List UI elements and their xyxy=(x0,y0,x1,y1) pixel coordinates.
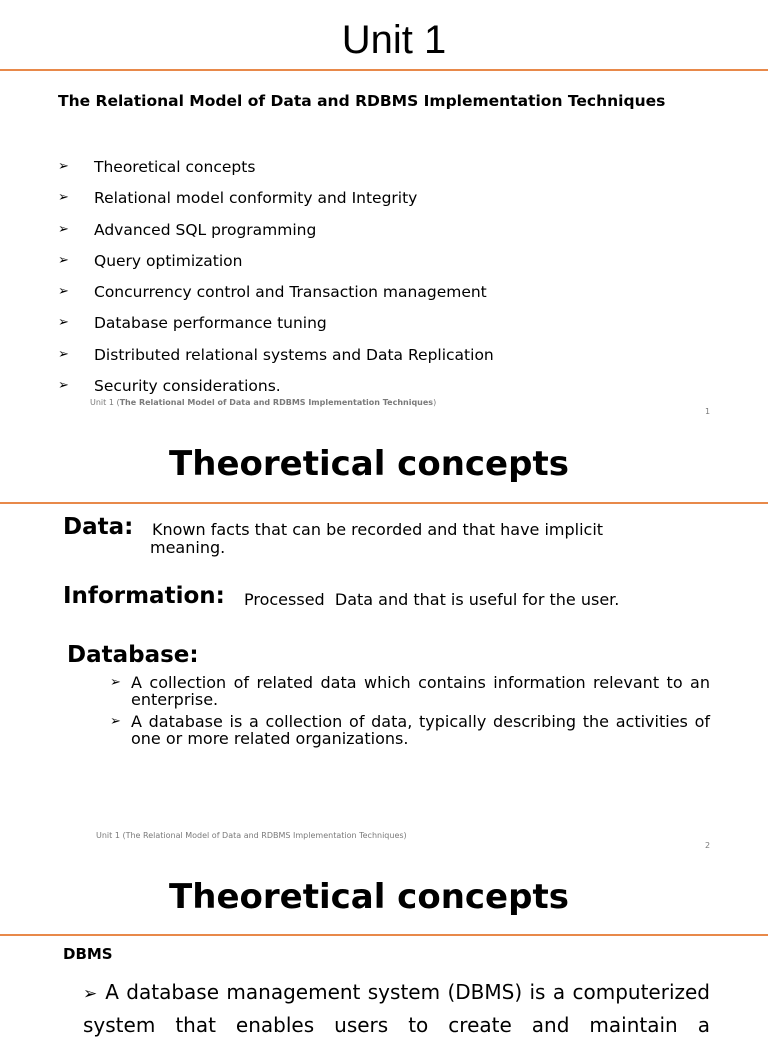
dbms-definition-text: A database management system (DBMS) is a computerized system that enables users to create and maintain a xyxy=(83,980,710,1037)
arrow-bullet-icon: ➢ xyxy=(58,315,69,331)
arrow-bullet-icon: ➢ xyxy=(83,984,98,1004)
list-item-text: Relational model conformity and Integrity xyxy=(94,189,418,208)
list-item-text: Database performance tuning xyxy=(94,314,327,333)
title-divider xyxy=(0,69,768,71)
slide-footer: Unit 1 (The Relational Model of Data and RDBMS Implementation Techniques) xyxy=(96,831,407,840)
list-item-text: Query optimization xyxy=(94,251,243,270)
arrow-bullet-icon: ➢ xyxy=(110,714,121,729)
unit-heading: The Relational Model of Data and RDBMS Implementation Techniques xyxy=(58,92,666,110)
list-item xyxy=(58,281,494,312)
slide-title: Theoretical concepts xyxy=(169,444,569,484)
arrow-bullet-icon: ➢ xyxy=(58,159,69,174)
page-number: 1 xyxy=(705,407,711,416)
list-item xyxy=(58,312,494,343)
arrow-bullet-icon: ➢ xyxy=(58,284,69,300)
list-item xyxy=(58,187,494,218)
title-divider xyxy=(0,502,768,504)
dbms-label: DBMS xyxy=(63,945,113,963)
data-term: Data: xyxy=(63,514,134,540)
list-item xyxy=(58,219,494,250)
list-item-text: Concurrency control and Transaction management xyxy=(94,283,487,302)
arrow-bullet-icon: ➢ xyxy=(58,221,69,237)
footer-title: The Relational Model of Data and RDBMS Implementation Techniques xyxy=(119,398,434,407)
footer-prefix: Unit 1 ( xyxy=(90,398,120,407)
list-item-text: Advanced SQL programming xyxy=(94,220,317,239)
page-number: 2 xyxy=(705,841,711,850)
topic-list xyxy=(58,156,494,406)
list-item xyxy=(110,674,710,708)
slide-footer xyxy=(90,398,436,407)
list-item-text: Distributed relational systems and Data Replication xyxy=(94,345,494,364)
information-term: Information: xyxy=(63,583,225,609)
data-definition-cont: meaning. xyxy=(150,538,226,557)
list-item xyxy=(58,250,494,281)
arrow-bullet-icon: ➢ xyxy=(110,675,121,690)
list-item xyxy=(110,713,710,747)
list-item-text: A database is a collection of data, typically describing the activities of one or more related organizations. xyxy=(131,712,710,748)
title-divider xyxy=(0,934,768,936)
arrow-bullet-icon: ➢ xyxy=(58,378,69,394)
list-item-text: A collection of related data which contains information relevant to an enterprise. xyxy=(131,673,710,709)
dbms-definition xyxy=(83,977,710,1041)
information-definition: Processed Data and that is useful for the user. xyxy=(244,590,620,609)
footer-suffix: ) xyxy=(433,398,437,407)
arrow-bullet-icon: ➢ xyxy=(58,252,69,268)
slide-title: Theoretical concepts xyxy=(169,877,569,917)
unit-title: Unit 1 xyxy=(341,18,447,62)
list-item-text: Theoretical concepts xyxy=(94,158,256,176)
database-definition-list xyxy=(110,674,710,752)
list-item xyxy=(58,156,494,187)
database-term: Database: xyxy=(67,642,199,668)
arrow-bullet-icon: ➢ xyxy=(58,346,69,362)
arrow-bullet-icon: ➢ xyxy=(58,190,69,206)
list-item xyxy=(58,344,494,375)
data-definition: Known facts that can be recorded and that have implicit xyxy=(152,520,604,539)
list-item-text: Security considerations. xyxy=(94,377,281,396)
